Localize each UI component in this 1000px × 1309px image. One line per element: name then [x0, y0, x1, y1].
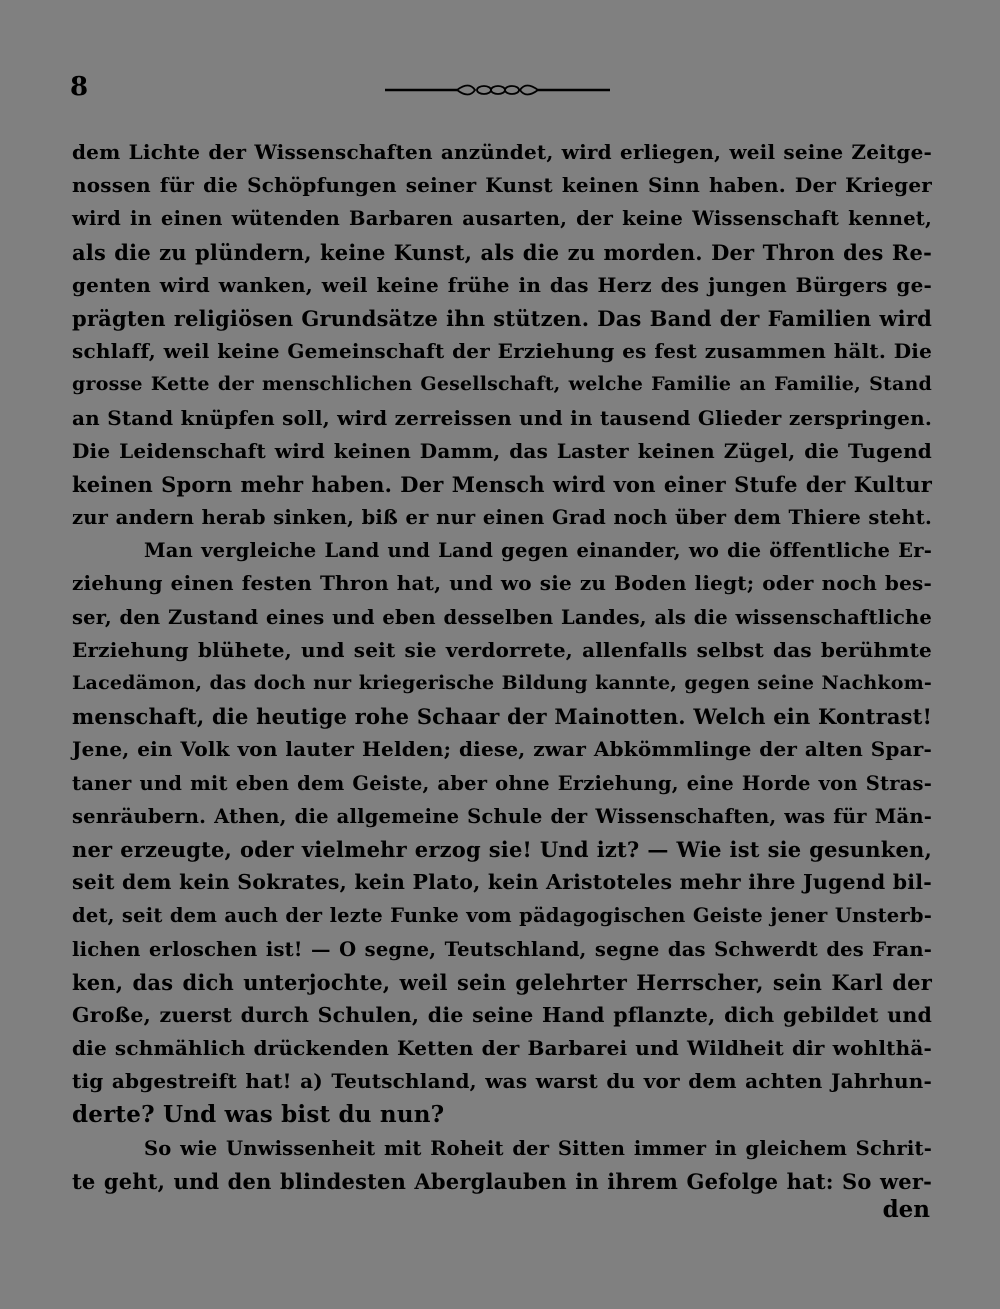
text-line: ner erzeugte, oder vielmehr erzog sie! Und izt? — Wie ist sie gesunken, [72, 836, 932, 862]
text-line: an Stand knüpfen soll, wird zerreissen und in tausend Glieder zerspringen. [72, 405, 932, 430]
text-line: Jene, ein Volk von lauter Helden; diese, zwar Abkömmlinge der alten Spar- [72, 737, 932, 762]
ornament-rule-icon [385, 80, 610, 100]
text-line: die schmählich drückenden Ketten der Barbarei und Wildheit dir wohlthä- [72, 1036, 932, 1061]
text-line: seit dem kein Sokrates, kein Plato, kein Aristoteles mehr ihre Jugend bil- [72, 870, 932, 895]
text-line: nossen für die Schöpfungen seiner Kunst keinen Sinn haben. Der Krieger [72, 173, 932, 198]
text-line: schlaff, weil keine Gemeinschaft der Erziehung es fest zusammen hält. Die [72, 339, 932, 364]
text-line: als die zu plündern, keine Kunst, als die zu morden. Der Thron des Re- [72, 239, 932, 265]
text-line: zur andern herab sinken, biß er nur einen Grad noch über dem Thiere steht. [72, 506, 932, 530]
text-line: dem Lichte der Wissenschaften anzündet, wird erliegen, weil seine Zeitge- [72, 140, 932, 164]
text-line: Lacedämon, das doch nur kriegerische Bildung kannte, gegen seine Nachkom- [72, 672, 932, 694]
text-line: genten wird wanken, weil keine frühe in das Herz des jungen Bürgers ge- [72, 272, 932, 297]
text-line: tig abgestreift hat! a) Teutschland, was warst du vor dem achten Jahrhun- [72, 1069, 932, 1094]
text-line: det, seit dem auch der lezte Funke vom pädagogischen Geiste jener Unsterb- [72, 904, 932, 928]
text-line: te geht, und den blindesten Aberglauben in ihrem Gefolge hat: So wer- [72, 1168, 932, 1194]
text-line: lichen erloschen ist! — O segne, Teutschland, segne das Schwerdt des Fran- [72, 937, 932, 961]
text-line: taner und mit eben dem Geiste, aber ohne Erziehung, eine Horde von Stras- [72, 771, 932, 795]
text-line: menschaft, die heutige rohe Schaar der Mainotten. Welch ein Kontrast! [72, 704, 932, 730]
text-line: wird in einen wütenden Barbaren ausarten, der keine Wissenschaft kennet, [72, 207, 932, 231]
text-line: ziehung einen festen Thron hat, und wo sie zu Boden liegt; oder noch bes- [72, 571, 932, 596]
paragraph-start-line: So wie Unwissenheit mit Roheit der Sitten immer in gleichem Schrit- [144, 1136, 932, 1160]
text-line: senräubern. Athen, die allgemeine Schule der Wissenschaften, was für Män- [72, 804, 932, 828]
catchword: den [882, 1196, 930, 1223]
text-line: Große, zuerst durch Schulen, die seine Hand pflanzte, dich gebildet und [72, 1002, 932, 1027]
text-line: grosse Kette der menschlichen Gesellschaft, welche Familie an Familie, Stand [72, 373, 932, 396]
paragraph-start-line: Man vergleiche Land und Land gegen einander, wo die öffentliche Er- [144, 539, 932, 563]
text-line: Die Leidenschaft wird keinen Damm, das Laster keinen Zügel, die Tugend [72, 438, 932, 463]
text-line: ken, das dich unterjochte, weil sein gelehrter Herrscher, sein Karl der [72, 969, 932, 995]
text-line: derte? Und was bist du nun? [72, 1101, 445, 1129]
body-text [72, 136, 932, 1198]
text-line: ser, den Zustand eines und eben desselben Landes, als die wissenschaftliche [72, 605, 932, 629]
text-line: Erziehung blühete, und seit sie verdorrete, allenfalls selbst das berühmte [72, 637, 932, 662]
text-line: keinen Sporn mehr haben. Der Mensch wird von einer Stufe der Kultur [72, 471, 932, 497]
text-line: prägten religiösen Grundsätze ihn stützen. Das Band der Familien wird [72, 305, 932, 331]
page-number: 8 [70, 72, 89, 102]
